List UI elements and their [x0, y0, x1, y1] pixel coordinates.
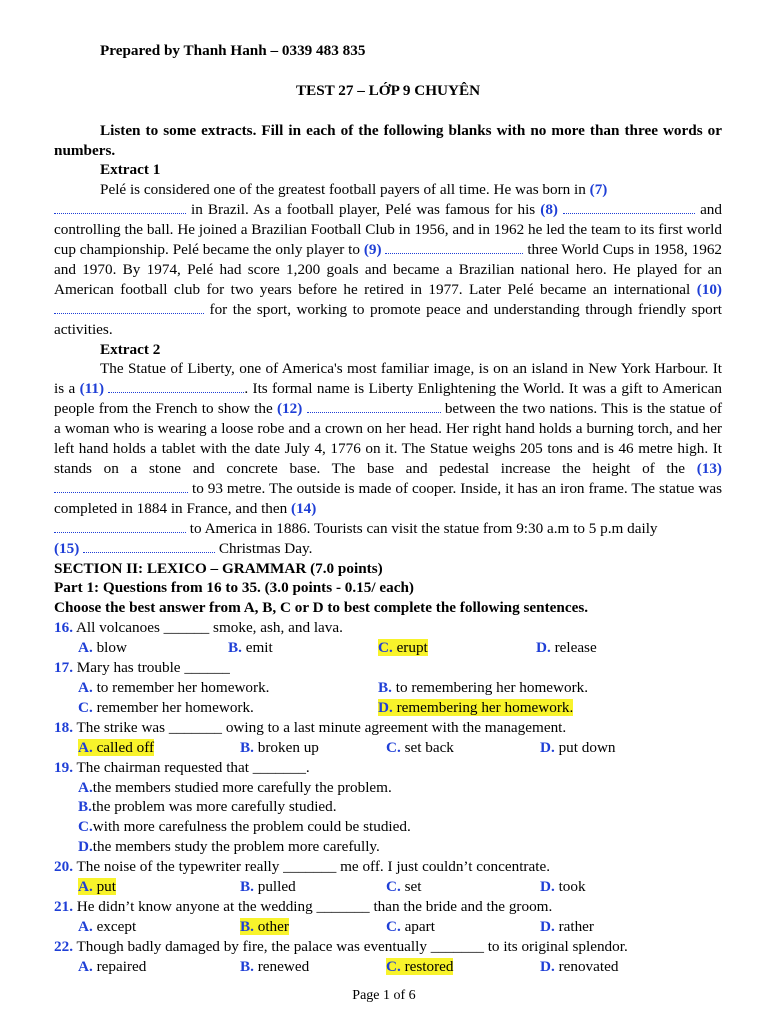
question-18-options — [54, 738, 722, 758]
question-22: 22. Though badly damaged by fire, the palace was eventually _______ to its original splendor. — [54, 937, 628, 955]
option-d[interactable]: D. remembering her homework. — [378, 698, 574, 716]
blank-number-8: (8) — [540, 201, 558, 219]
part1-heading: Part 1: Questions from 16 to 35. (3.0 points - 0.15/ each) — [54, 579, 414, 597]
option-a[interactable]: A. except — [78, 917, 137, 935]
extract1-heading: Extract 1 — [100, 161, 161, 179]
option-c[interactable]: C. restored — [386, 957, 454, 975]
option-a[interactable]: A. put — [78, 878, 116, 896]
header-line: Prepared by Thanh Hanh – 0339 483 835 — [100, 42, 366, 59]
option-c[interactable]: C. apart — [386, 917, 435, 935]
option-b[interactable]: B. renewed — [240, 957, 310, 975]
option-a[interactable]: A. repaired — [78, 957, 147, 975]
listen-instruction: Listen to some extracts. Fill in each of the following blanks with no more than three words or numbers. — [54, 121, 722, 159]
document-page — [54, 41, 722, 977]
blank-9[interactable] — [385, 240, 523, 254]
blank-8[interactable] — [563, 200, 695, 214]
question-18: 18. The strike was _______ owing to a last minute agreement with the management. — [54, 718, 567, 736]
option-b[interactable]: B. emit — [228, 639, 273, 657]
extract2-paragraph: The Statue of Liberty, one of America's most familiar image, is on an island in New York Harbour. It is a (11) . Its formal name is Liberty Enlightening the World. It was a gift to American people from the French to show the (12) between the two nations. This is the statue of a woman who is wearing a loose robe and a crown on her head. Her right hand holds a burning torch, and her left hand holds a tablet with the date July 4, 1776 on it. The Statue weighs 205 tons and is 46 metre high. It stands on a stone and concrete base. The base and pedestal increase the height of the (13) to 93 metre. The outside is made of cooper. Inside, it has an iron frame. The statue was completed in 1884 in France, and then (14) to America in 1886. Tourists can visit the statue from 9:30 a.m to 5 p.m daily (15) Christmas Day. — [54, 360, 723, 557]
page-footer: Page 1 of 6 — [352, 988, 416, 1003]
option-d[interactable]: D. rather — [540, 917, 594, 935]
blank-7[interactable] — [54, 200, 186, 214]
option-c[interactable]: C. set back — [386, 738, 454, 756]
question-20-options — [54, 877, 722, 897]
option-d[interactable]: D. put down — [540, 738, 616, 756]
option-a[interactable]: A. blow — [78, 639, 127, 657]
option-a[interactable]: A. the members studied more carefully the problem. — [78, 778, 392, 796]
option-b[interactable]: B. to remembering her homework. — [378, 678, 589, 696]
question-16: 16. All volcanoes ______ smoke, ash, and lava. — [54, 619, 343, 637]
question-17-options-cd — [54, 698, 722, 718]
blank-number-12: (12) — [277, 400, 303, 418]
extract2-heading: Extract 2 — [100, 340, 161, 358]
blank-10[interactable] — [54, 300, 204, 314]
blank-number-11: (11) — [79, 380, 105, 398]
option-c[interactable]: C. remember her homework. — [78, 698, 254, 716]
blank-14[interactable] — [54, 519, 186, 533]
blank-13[interactable] — [54, 479, 188, 493]
blank-number-14: (14) — [291, 499, 317, 517]
question-22-options — [54, 957, 722, 977]
extract1-paragraph: Pelé is considered one of the greatest football payers of all time. He was born in (7) in Brazil. As a football player, Pelé was famous for his (8) and controlling the ball. He joined a Brazilian Football Club in 1956, and in 1962 he led the team to its first world cup championship. Pelé became the only player to (9) three World Cups in 1958, 1962 and 1970. By 1974, Pelé had score 1,200 goals and became a Brazilian national hero. He played for an American football club for two years before he retired in 1977. Later Pelé became an international (10) for the sport, working to promote peace and understanding through friendly sport activities. — [54, 181, 723, 338]
blank-11[interactable] — [108, 379, 244, 393]
blank-15[interactable] — [83, 539, 215, 553]
question-16-options — [54, 638, 722, 658]
question-17-options-ab — [54, 678, 722, 698]
blank-number-10: (10) — [696, 280, 722, 298]
test-title: TEST 27 – LỚP 9 CHUYÊN — [295, 81, 481, 99]
blank-number-9: (9) — [363, 241, 382, 259]
option-c[interactable]: C. erupt — [378, 639, 428, 657]
question-21-options — [54, 917, 722, 937]
option-b[interactable]: B. other — [240, 917, 289, 935]
option-a[interactable]: A. called off — [78, 738, 155, 756]
option-c[interactable]: C. with more carefulness the problem could be studied. — [78, 818, 411, 836]
choose-instruction: Choose the best answer from A, B, C or D to best complete the following sentences. — [54, 599, 589, 617]
question-21: 21. He didn’t know anyone at the wedding _______ than the bride and the groom. — [54, 897, 553, 915]
blank-number-7: (7) — [589, 181, 608, 199]
option-d[interactable]: D. took — [540, 878, 586, 896]
blank-12[interactable] — [307, 399, 441, 413]
blank-number-15: (15) — [54, 539, 80, 557]
option-b[interactable]: B. the problem was more carefully studied. — [78, 798, 337, 816]
question-20: 20. The noise of the typewriter really _______ me off. I just couldn’t concentrate. — [54, 858, 550, 876]
option-a[interactable]: A. to remember her homework. — [78, 678, 270, 696]
section2-heading: SECTION II: LEXICO – GRAMMAR (7.0 points) — [54, 559, 383, 577]
option-b[interactable]: B. broken up — [240, 738, 319, 756]
option-b[interactable]: B. pulled — [240, 878, 296, 896]
option-c[interactable]: C. set — [386, 878, 422, 896]
question-19: 19. The chairman requested that _______. — [54, 758, 310, 776]
option-d[interactable]: D. release — [536, 639, 597, 657]
option-d[interactable]: D. renovated — [540, 957, 619, 975]
question-17: 17. Mary has trouble ______ — [54, 659, 230, 677]
blank-number-13: (13) — [696, 460, 722, 477]
option-d[interactable]: D. the members study the problem more carefully. — [78, 838, 380, 856]
